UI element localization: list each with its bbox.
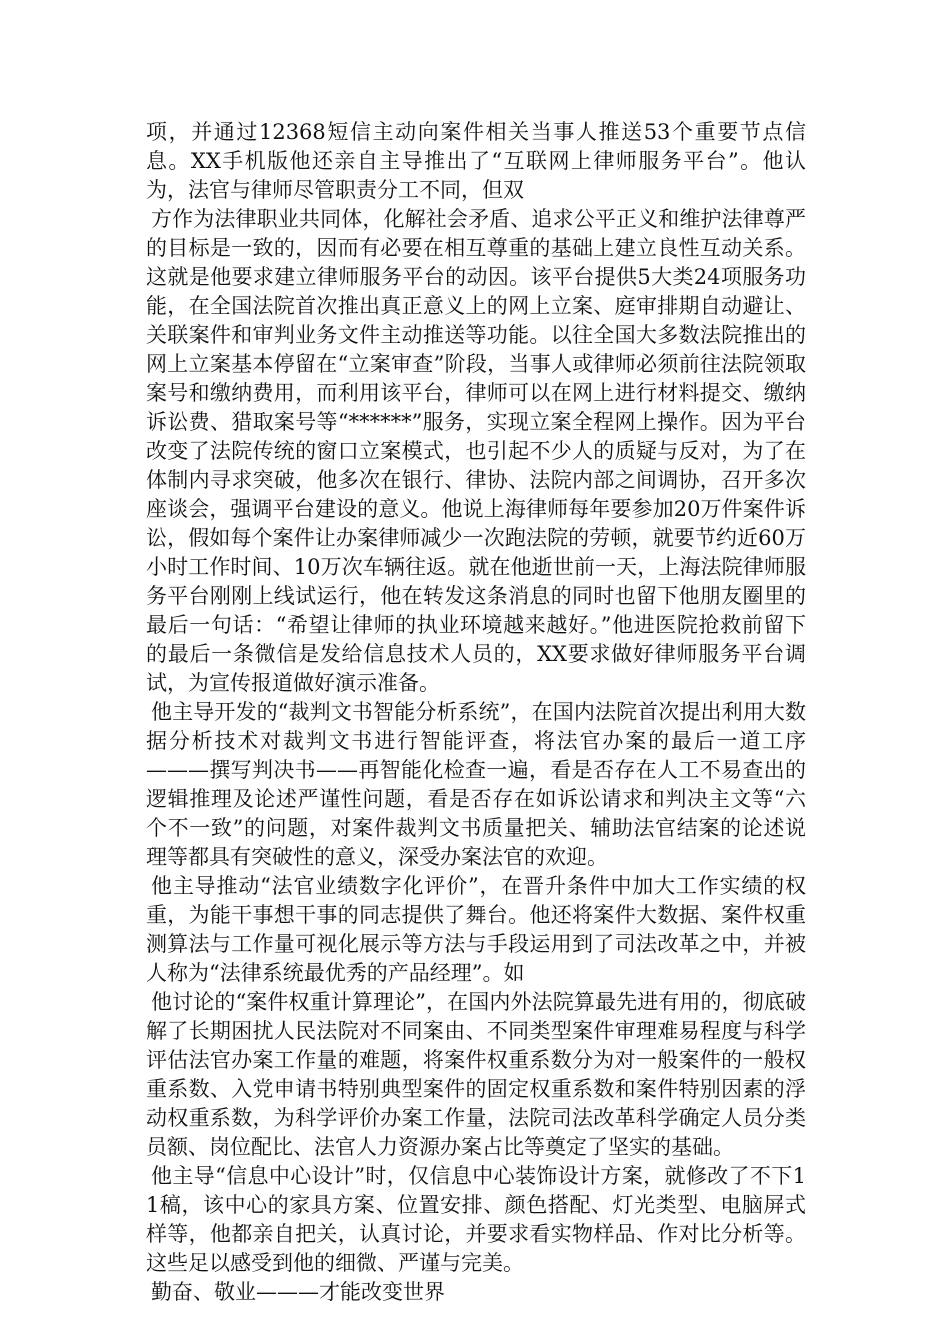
paragraph-6: 他主导“信息中心设计”时，仅信息中心装饰设计方案，就修改了不下11稿，该中心的家具方案、位置安排、颜色搭配、灯光类型、电脑屏式样等，他都亲自把关，认真讨论，并要求看实物样品、作对比分析等。这些足以感受到他的细微、严谨与完美。 (146, 1164, 806, 1275)
paragraph-5: 他讨论的“案件权重计算理论”，在国内外法院算最先进有用的，彻底破解了长期困扰人民法院对不同案由、不同类型案件审理难易程度与科学评估法官办案工作量的难题，将案件权重系数分为对一般案件的一般权重系数、入党申请书特别典型案件的固定权重系数和案件特别因素的浮动权重系数，为科学评价办案工作量，法院司法改革科学确定人员分类员额、岗位配比、法官人力资源办案占比等奠定了坚实的基础。 (146, 990, 806, 1159)
paragraph-2: 方作为法律职业共同体，化解社会矛盾、追求公平正义和维护法律尊严的目标是一致的，因而有必要在相互尊重的基础上建立良性互动关系。这就是他要求建立律师服务平台的动因。该平台提供5大类24项服务功能，在全国法院首次推出真正意义上的网上立案、庭审排期自动避让、关联案件和审判业务文件主动推送等功能。以往全国大多数法院推出的网上立案基本停留在“立案审查”阶段，当事人或律师必须前往法院领取案号和缴纳费用，而利用该平台，律师可以在网上进行材料提交、缴纳诉讼费、猎取案号等“******”服务，实现立案全程网上操作。因为平台改变了法院传统的窗口立案模式，也引起不少人的质疑与反对，为了在体制内寻求突破，他多次在银行、律协、法院内部之间调协，召开多次座谈会，强调平台建设的意义。他说上海律师每年要参加20万件案件诉讼，假如每个案件让办案律师减少一次跑法院的劳顿，就要节约近60万小时工作时间、10万次车辆往返。就在他逝世前一天，上海法院律师服务平台刚刚上线试运行，他在转发这条消息的同时也留下他朋友圈里的最后一句话：“希望让律师的执业环境越来越好。”他进医院抢救前留下的最后一条微信是发给信息技术人员的，XX要求做好律师服务平台调试，为宣传报道做好演示准备。 (146, 207, 806, 695)
paragraph-4: 他主导推动“法官业绩数字化评价”，在晋升条件中加大工作实绩的权重，为能干事想干事的同志提供了舞台。他还将案件大数据、案件权重测算法与工作量可视化展示等方法与手段运用到了司法改革之中，并被人称为“法律系统最优秀的产品经理”。如 (146, 874, 806, 985)
document-page (146, 118, 806, 1307)
paragraph-1: 项，并通过12368短信主动向案件相关当事人推送53个重要节点信息。XX手机版他还亲自主导推出了“互联网上律师服务平台”。他认为，法官与律师尽管职责分工不同，但双 (146, 120, 806, 202)
section-heading: 勤奋、敬业———才能改变世界 (151, 1280, 445, 1304)
paragraph-3: 他主导开发的“裁判文书智能分析系统”，在国内法院首次提出利用大数据分析技术对裁判文书进行智能评查，将法官办案的最后一道工序———撰写判决书——再智能化检查一遍，看是否存在人工不易查出的逻辑推理及论述严谨性问题，看是否存在如诉讼请求和判决主文等“六个不一致”的问题，对案件裁判文书质量把关、辅助法官结案的论述说理等都具有突破性的意义，深受办案法官的欢迎。 (146, 700, 806, 869)
